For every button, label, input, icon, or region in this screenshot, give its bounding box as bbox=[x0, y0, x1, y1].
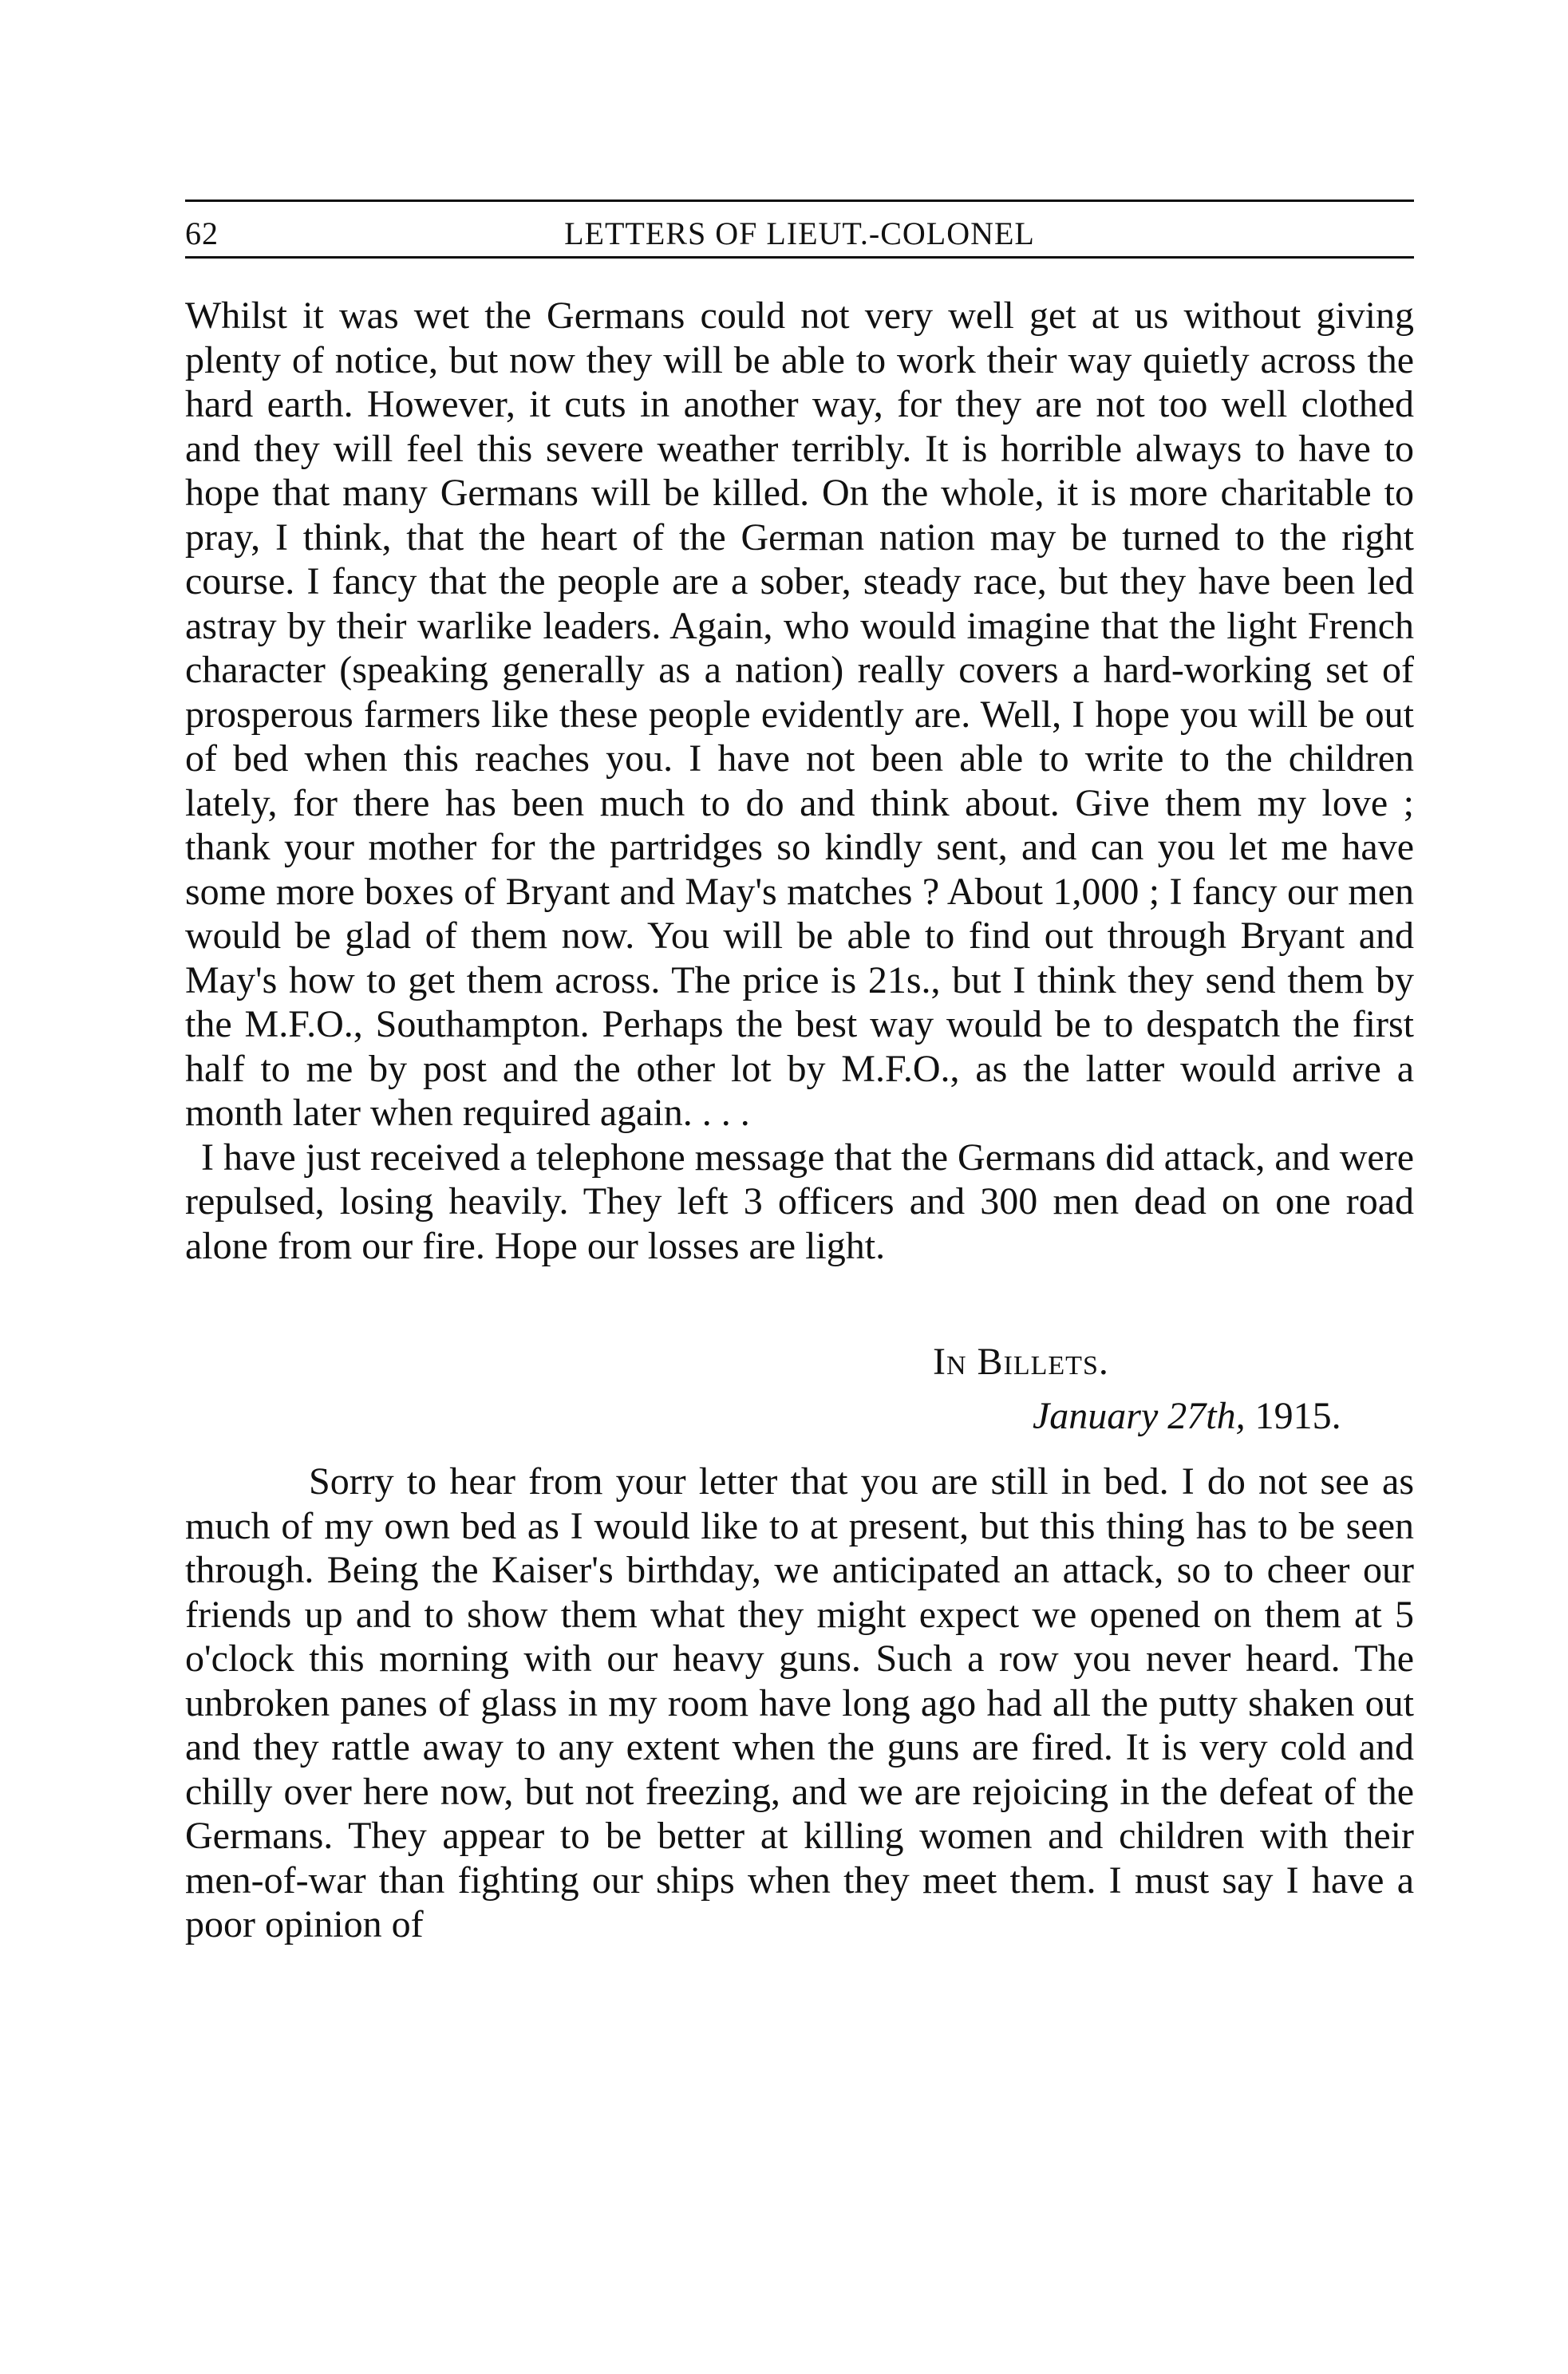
letter-two bbox=[185, 1460, 1414, 1947]
page-header bbox=[185, 202, 1414, 256]
page-number: 62 bbox=[185, 215, 219, 251]
letter-two-heading bbox=[185, 1338, 1414, 1440]
letter-date-year: 1915. bbox=[1254, 1395, 1341, 1437]
paragraph: Sorry to hear from your letter that you are still in bed. I do not see as much of my own bed as I would like to at present, but this thing has to be seen through. Being the Kaiser's birthday, we anticipated an attack, so to cheer our friends up and to show them what they might expect we opened on them at 5 o'clock this morning with our heavy guns. Such a row you never heard. The unbroken panes of glass in my room have long ago had all the putty shaken out and they rattle away to any extent when the guns are fired. It is very cold and chilly over here now, but not freezing, and we are rejoicing in the defeat of the Germans. They appear to be better at killing women and children with their men-of-war than fighting our ships when they meet them. I must say I have a poor opinion of bbox=[185, 1460, 1414, 1945]
letter-date bbox=[185, 1392, 1414, 1440]
letter-one bbox=[185, 294, 1414, 1268]
letter-date-day: January 27th, bbox=[1033, 1395, 1246, 1437]
paragraph: I have just received a telephone message that the Germans did attack, and were repulsed, losing heavily. They left 3 officers and 300 men dead on one road alone from our fire. Hope our losses are light. bbox=[185, 1136, 1414, 1267]
letter-place: In Billets. bbox=[933, 1341, 1109, 1383]
paragraph: Whilst it was wet the Germans could not very well get at us without giving plenty of notice, but now they will be able to work their way quietly across the hard earth. However, it cuts in another way, for they are not too well clothed and they will feel this severe weather terribly. It is horrible always to have to hope that many Germans will be killed. On the whole, it is more charitable to pray, I think, that the heart of the German nation may be turned to the right course. I fancy that the people are a sober, steady race, but they have been led astray by their warlike leaders. Again, who would imagine that the light French character (speaking generally as a nation) really covers a hard-working set of prosperous farmers like these people evidently are. Well, I hope you will be out of bed when this reaches you. I have not been able to write to the children lately, for there has been much to do and think about. Give them my love ; thank your mother for the partridges so kindly sent, and can you let me have some more boxes of Bryant and May's matches ? About 1,000 ; I fancy our men would be glad of them now. You will be able to find out through Bryant and May's how to get them across. The price is 21s., but I think they send them by the M.F.O., Southampton. Perhaps the best way would be to despatch the first half to me by post and the other lot by M.F.O., as the latter would arrive a month later when required again. . . . bbox=[185, 294, 1414, 1134]
header-bottom-rule bbox=[185, 256, 1414, 259]
running-head: LETTERS OF LIEUT.-COLONEL bbox=[564, 215, 1035, 251]
book-page bbox=[185, 199, 1414, 1947]
